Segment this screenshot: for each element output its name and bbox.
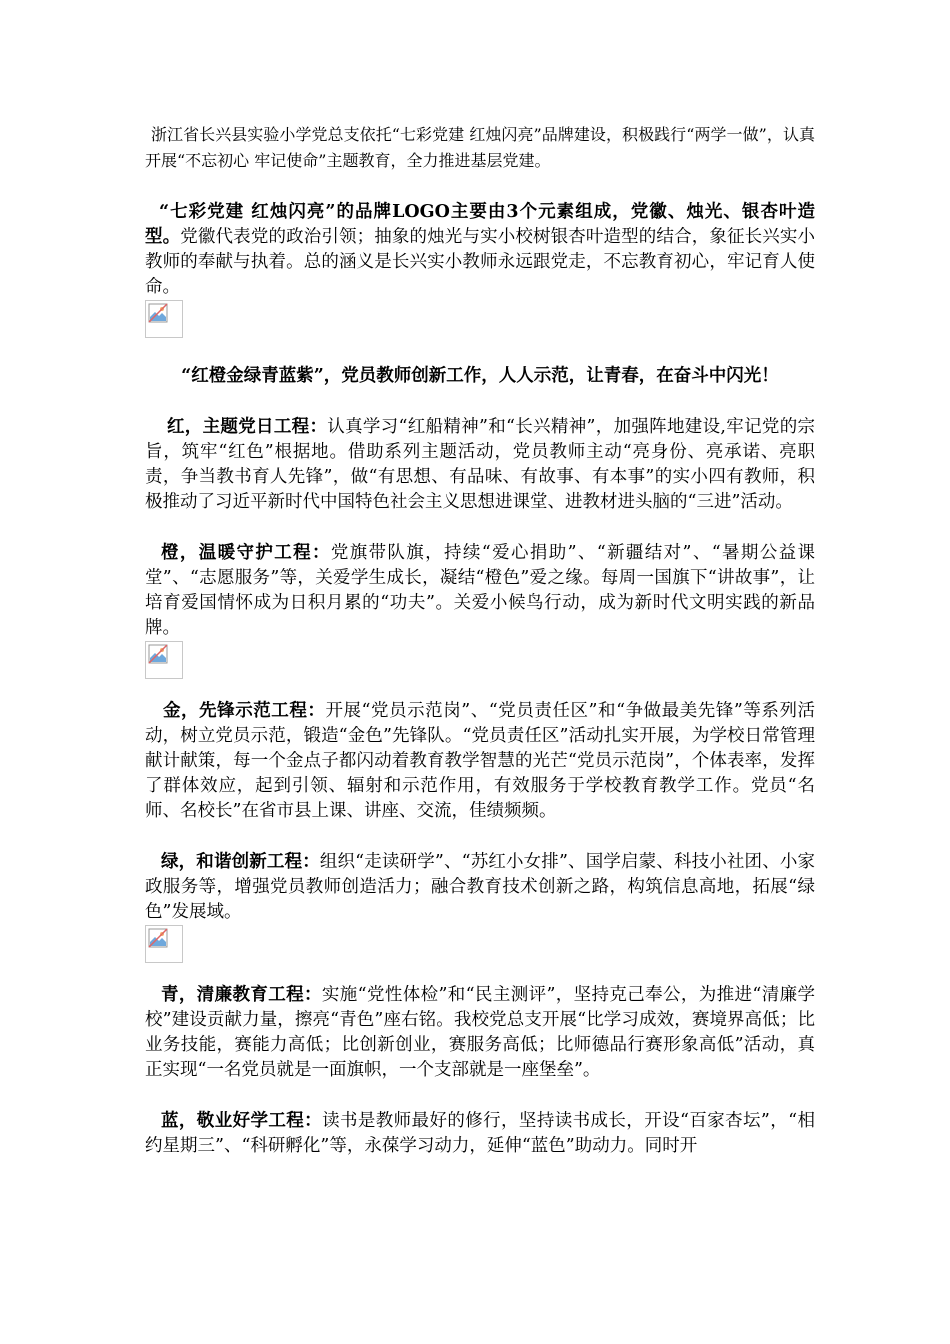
section-cyan-title: 青，清廉教育工程： (161, 985, 322, 1005)
slogan-heading: “红橙金绿青蓝紫”，党员教师创新工作，人人示范，让青春，在奋斗中闪光！ (181, 366, 779, 386)
document-body (145, 122, 815, 1159)
section-blue (145, 1109, 815, 1159)
logo-paragraph-text: 党徽代表党的政治引领；抽象的烛光与实小校树银杏叶造型的结合，象征长兴实小教师的奉献与执着。总的涵义是长兴实小教师永远跟党走，不忘教育初心，牢记育人使命。 (145, 227, 816, 297)
section-cyan-text: 实施“党性体检”和“民主测评”，坚持克己奉公，为推进“清廉学校”建设贡献力量，擦亮“青色”座右铭。我校党总支开展“比学习成效，赛境界高低；比业务技能，赛能力高低；比创新创业，赛服务高低；比师德品行赛形象高低”活动，真正实现“一名党员就是一面旗帜，一个支部就是一座堡垒”。 (145, 985, 816, 1080)
broken-image-icon (145, 925, 183, 963)
section-orange (145, 541, 815, 641)
section-green-text: 组织“走读研学”、“苏红小女排”、国学启蒙、科技小社团、小家政服务等，增强党员教师创造活力；融合教育技术创新之路，构筑信息高地，拓展“绿色”发展域。 (145, 852, 815, 922)
section-red-title: 红，主题党日工程： (167, 417, 328, 437)
section-gold-text: 开展“党员示范岗”、“党员责任区”和“争做最美先锋”等系列活动，树立党员示范，锻造“金色”先锋队。“党员责任区”活动扎实开展，为学校日常管理献计献策，每一个金点子都闪动着教育教学智慧的光芒“党员示范岗”，个体表率，发挥了群体效应，起到引领、辐射和示范作用，有效服务于学校教育教学工作。党员“名师、名校长”在省市县上课、讲座、交流，佳绩频频。 (145, 701, 815, 821)
section-gold-title: 金，先锋示范工程： (163, 701, 326, 721)
section-blue-text: 读书是教师最好的修行，坚持读书成长，开设“百家杏坛”，“相约星期三”、“科研孵化”等，永葆学习动力，延伸“蓝色”助动力。同时开 (145, 1111, 816, 1156)
section-green-title: 绿，和谐创新工程： (161, 852, 320, 872)
section-orange-text: 党旗带队旗，持续“爱心捐助”、“新疆结对”、“暑期公益课堂”、“志愿服务”等，关爱学生成长，凝结“橙色”爱之缘。每周一国旗下“讲故事”，让培育爱国情怀成为日积月累的“功夫”。关爱小候鸟行动，成为新时代文明实践的新品牌。 (145, 543, 816, 638)
logo-paragraph (145, 200, 815, 300)
section-blue-title: 蓝，敬业好学工程： (161, 1111, 323, 1131)
broken-image-icon (145, 300, 183, 338)
logo-paragraph-bold: “七彩党建 红烛闪亮”的品牌LOGO主要由3个元素组成，党徽、烛光、银杏叶造型。 (145, 202, 815, 247)
section-cyan (145, 983, 815, 1083)
section-red-text: 认真学习“红船精神”和“长兴精神”，加强阵地建设,牢记党的宗旨，筑牢“红色”根据地。借助系列主题活动，党员教师主动“亮身份、亮承诺、亮职责，争当教书育人先锋”，做“有思想、有品味、有故事、有本事”的实小四有教师，积极推动了习近平新时代中国特色社会主义思想进课堂、进教材进头脑的“三进”活动。 (145, 417, 815, 512)
intro-paragraph: 浙江省长兴县实验小学党总支依托“七彩党建 红烛闪亮”品牌建设，积极践行“两学一做”，认真开展“不忘初心 牢记使命”主题教育，全力推进基层党建。 (145, 125, 815, 170)
section-red (145, 415, 815, 515)
broken-image-icon (145, 641, 183, 679)
section-orange-title: 橙，温暖守护工程： (161, 543, 331, 563)
section-gold (145, 699, 815, 824)
section-green (145, 850, 815, 925)
